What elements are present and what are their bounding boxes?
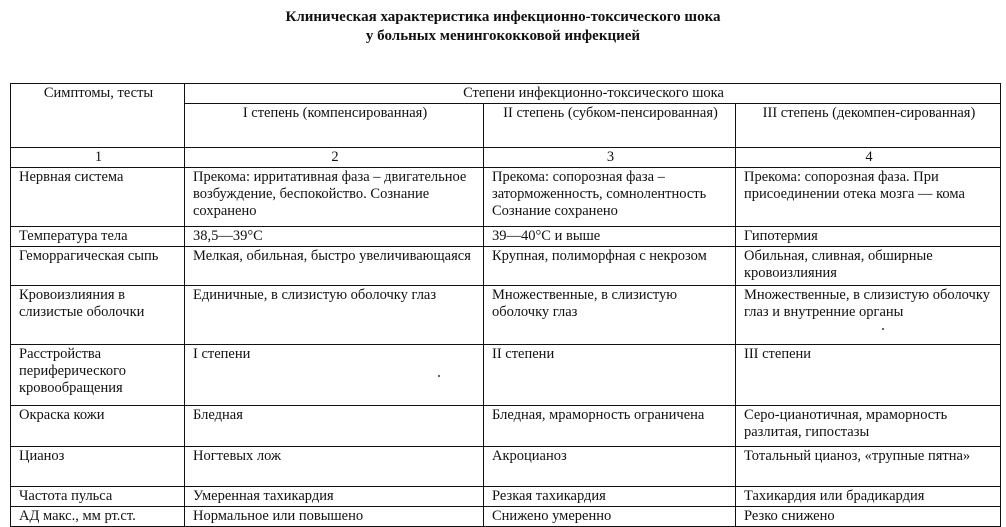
degree-2-cell: II степени bbox=[484, 345, 736, 406]
symptom-cell: Кровоизлияния в слизистые оболочки bbox=[11, 286, 185, 345]
table-row-mucosal-hemorrhages bbox=[11, 286, 1001, 345]
column-number: 3 bbox=[484, 148, 736, 168]
degree-3-cell: Гипотермия bbox=[736, 227, 1001, 247]
degree-2-cell: Снижено умеренно bbox=[484, 507, 736, 527]
table-row-peripheral-circulation bbox=[11, 345, 1001, 406]
degree-2-cell: 39—40°С и выше bbox=[484, 227, 736, 247]
column-number: 1 bbox=[11, 148, 185, 168]
degree-3-cell: Тахикардия или брадикардия bbox=[736, 487, 1001, 507]
symptom-cell: Геморрагическая сыпь bbox=[11, 247, 185, 286]
symptom-cell: Окраска кожи bbox=[11, 406, 185, 447]
degree-2-cell: Резкая тахикардия bbox=[484, 487, 736, 507]
symptom-cell: Расстройства периферического кровообращения bbox=[11, 345, 185, 406]
column-number-row bbox=[11, 148, 1001, 168]
symptom-cell: Цианоз bbox=[11, 447, 185, 487]
header-symptoms: Симптомы, тесты bbox=[11, 84, 185, 148]
table-row-cyanosis bbox=[11, 447, 1001, 487]
table-row-blood-pressure bbox=[11, 507, 1001, 527]
degree-1-cell: I степени bbox=[185, 345, 484, 406]
degree-1-cell: 38,5—39°С bbox=[185, 227, 484, 247]
table-row-temperature bbox=[11, 227, 1001, 247]
degree-3-cell: Множественные, в слизистую оболочку глаз и внутренние органы bbox=[736, 286, 1001, 345]
degree-2-cell: Крупная, полиморфная с некрозом bbox=[484, 247, 736, 286]
document-title bbox=[0, 8, 1006, 46]
table-row-pulse-rate bbox=[11, 487, 1001, 507]
title-line-2: у больных менингококковой инфекцией bbox=[365, 28, 641, 44]
header-row-1 bbox=[11, 84, 1001, 104]
degree-1-cell: Мелкая, обильная, быстро увеличивающаяся bbox=[185, 247, 484, 286]
degree-3-cell: Резко снижено bbox=[736, 507, 1001, 527]
symptom-cell: Нервная система bbox=[11, 168, 185, 227]
table-row-skin-color bbox=[11, 406, 1001, 447]
title-line-1: Клиническая характеристика инфекционно-токсического шока bbox=[285, 9, 721, 25]
degree-2-cell: Акроцианоз bbox=[484, 447, 736, 487]
print-speck bbox=[882, 328, 884, 330]
degree-1-cell: Ногтевых лож bbox=[185, 447, 484, 487]
table-row-nervous-system bbox=[11, 168, 1001, 227]
header-degree-2: II степень (субком-пенсированная) bbox=[484, 104, 736, 148]
degree-1-cell: Нормальное или повышено bbox=[185, 507, 484, 527]
degree-2-cell: Прекома: сопорозная фаза – заторможенность, сомнолентность Сознание сохранено bbox=[484, 168, 736, 227]
symptom-cell: Частота пульса bbox=[11, 487, 185, 507]
header-degrees: Степени инфекционно-токсического шока bbox=[185, 84, 1001, 104]
degree-3-cell: Прекома: сопорозная фаза. При присоединении отека мозга — кома bbox=[736, 168, 1001, 227]
shock-characteristics-table bbox=[10, 83, 1001, 527]
degree-3-cell: III степени bbox=[736, 345, 1001, 406]
symptom-cell: Температура тела bbox=[11, 227, 185, 247]
table-row-hemorrhagic-rash bbox=[11, 247, 1001, 286]
header-degree-1: I степень (компенсированная) bbox=[185, 104, 484, 148]
degree-2-cell: Множественные, в слизистую оболочку глаз bbox=[484, 286, 736, 345]
degree-1-cell: Единичные, в слизистую оболочку глаз bbox=[185, 286, 484, 345]
degree-3-cell: Обильная, сливная, обширные кровоизлияния bbox=[736, 247, 1001, 286]
degree-1-cell: Прекома: ирритативная фаза – двигательное возбуждение, беспокойство. Сознание сохранено bbox=[185, 168, 484, 227]
print-speck bbox=[438, 375, 440, 377]
symptom-cell: АД макс., мм рт.ст. bbox=[11, 507, 185, 527]
column-number: 4 bbox=[736, 148, 1001, 168]
column-number: 2 bbox=[185, 148, 484, 168]
degree-1-cell: Бледная bbox=[185, 406, 484, 447]
degree-3-cell: Тотальный цианоз, «трупные пятна» bbox=[736, 447, 1001, 487]
degree-2-cell: Бледная, мраморность ограничена bbox=[484, 406, 736, 447]
degree-3-cell: Серо-цианотичная, мраморность разлитая, гипостазы bbox=[736, 406, 1001, 447]
header-degree-3: III степень (декомпен-сированная) bbox=[736, 104, 1001, 148]
degree-1-cell: Умеренная тахикардия bbox=[185, 487, 484, 507]
